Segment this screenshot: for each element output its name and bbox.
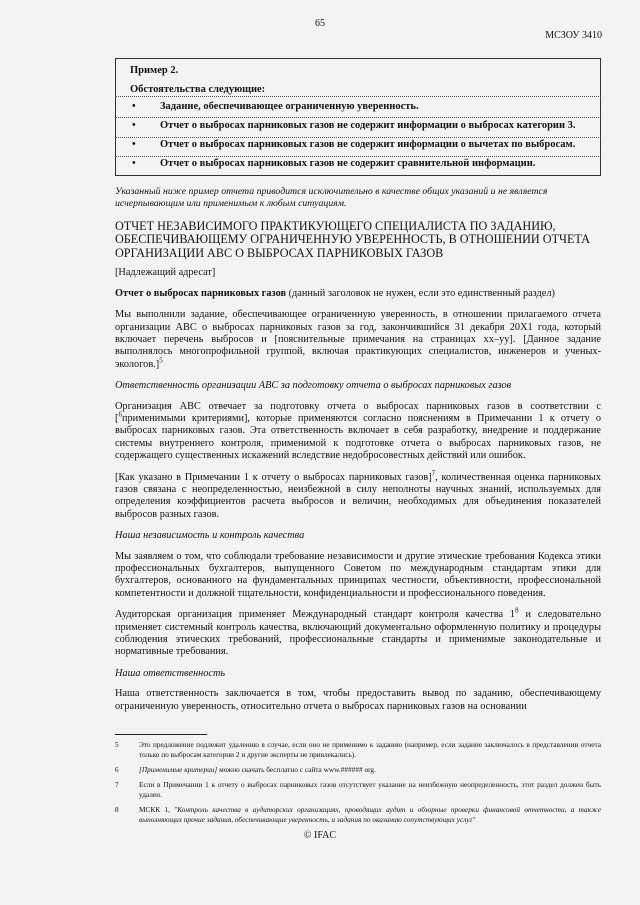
footnote-ref: 6 <box>118 410 122 419</box>
report-heading: Отчет о выбросах парниковых газов (данный заголовок не нужен, если это единственный раздел) <box>115 287 555 299</box>
bullet-icon: • <box>132 101 136 112</box>
paragraph-quality-control: Аудиторская организация применяет Международный стандарт контроля качества $1^8$ и следовательно применяет системный контроль качества, включающий документально оформленную политику и процедуры соблюдения этических требований, профессиональные стандарты и применимые законодательные и нормативные требования. <box>115 606 601 658</box>
section-title-our-responsibility: Наша ответственность <box>115 667 226 679</box>
divider <box>115 156 601 157</box>
bullet-icon: • <box>132 139 136 150</box>
footnote: 6 [Применимые критерии] можно скачать бесплатно с сайта www.###### org. <box>115 765 376 774</box>
footnote: 5 Это предложение подлежит удалению в случае, если оно не применимо к заданию (например, если задание заключалось в представлении отчета только по выбросам категории 2 и другие эксперты не привлекались). <box>115 740 601 759</box>
intro-note: Указанный ниже пример отчета приводится исключительно в качестве общих указаний и не является исчерпывающим или применимым к любым ситуациям. <box>115 186 548 210</box>
copyright: © IFAC <box>303 830 337 841</box>
document-code: МСЗОУ 3410 <box>545 30 602 41</box>
footnote-separator <box>115 734 207 735</box>
paragraph-our-responsibility: Наша ответственность заключается в том, чтобы предоставить вывод по заданию, обеспечивающему ограниченную уверенность, относительно отчета о выбросах парниковых газов на основании <box>115 688 601 712</box>
example-item: • Отчет о выбросах парниковых газов не содержит информации о выбросах категории 3. <box>132 120 576 131</box>
footnote: 8 МСКК 1, "Контроль качества в аудиторских организациях, проводящих аудит и обзорные проверки финансовой отчетности, а также выполняющих прочие задания, обеспечивающие уверенность, и задания по оказанию сопутствующих услуг" <box>115 805 601 824</box>
section-title-independence: Наша независимость и контроль качества <box>115 530 305 542</box>
paragraph-independence: Мы заявляем о том, что соблюдали требование независимости и другие этические требования Кодекса этики профессиональных бухгалтеров, выпущенного Советом по международным стандартам этики для бухгалтеров, основанного на фундаментальных принципах честности, объективности, профессиональной компетентности и должной тщательности, конфиденциальности и профессионального поведения. <box>115 550 601 599</box>
divider <box>115 96 601 97</box>
paragraph-scope: Мы выполнили задание, обеспечивающее ограниченную уверенность, в отношении прилагаемого отчета организации ABC о выбросах парниковых газов за год, закончившийся 31 декабря 20X1 года, который включает перечень выбросов и [пояснительные примечания на страницах xx–yy]. [Данное задание выполнялось многопрофильной группой, включая практикующих специалистов, инженеров и ученых-экологов.]$^5$ <box>115 309 601 370</box>
addressee: [Надлежащий адресат] <box>115 267 216 279</box>
divider <box>115 117 601 118</box>
example-item: • Задание, обеспечивающее ограниченную уверенность. <box>132 101 419 112</box>
example-item: • Отчет о выбросах парниковых газов не содержит информации о вычетах по выбросам. <box>132 139 576 150</box>
report-title: ОТЧЕТ НЕЗАВИСИМОГО ПРАКТИКУЮЩЕГО СПЕЦИАЛИСТА ПО ЗАДАНИЮ, ОБЕСПЕЧИВАЮЩЕМУ ОГРАНИЧЕННУЮ УВЕРЕННОСТЬ, В ОТНОШЕНИИ ОТЧЕТА ОРГАНИЗАЦИИ ABC О ВЫБРОСАХ ПАРНИКОВЫХ ГАЗОВ <box>115 218 591 260</box>
page-number: 65 <box>315 18 325 29</box>
paragraph-uncertainty: [Как указано в Примечании 1 к отчету о выбросах парниковых газов]$^7$, количественная оценка парниковых газов связана с неопределенностью, неизбежной в силу неполноты научных знаний, используемых для определения коэффициентов расчета выбросов и величин, необходимых для объединения показателей выбросов разных газов. <box>115 469 601 520</box>
bullet-icon: • <box>132 158 136 169</box>
footnote-ref: 8 <box>515 606 519 615</box>
section-title-responsibility-abc: Ответственность организации ABC за подготовку отчета о выбросах парниковых газов <box>115 380 512 392</box>
footnotes <box>115 740 601 830</box>
footnote-ref: 7 <box>431 469 436 478</box>
report-body <box>115 186 601 713</box>
footnote: 7 Если в Примечании 1 к отчету о выбросах парниковых газов отсутствует указание на неизбежную неопределенность, этот раздел должен быть удален. <box>115 780 601 799</box>
example-title: Пример 2. <box>130 65 179 76</box>
paragraph-responsibility-abc: Организация ABC отвечает за подготовку отчета о выбросах парниковых газов в соответствии с [$^6$применимыми критериями], которые применяются согласно пояснениям в Примечании 1 к отчету о выбросах парниковых газов. Эта ответственность включает в себя разработку, внедрение и поддержание системы внутреннего контроля, применимой к подготовке отчета о выбросах парниковых газов, не содержащего существенных искажений вследствие недобросовестных действий или ошибок. <box>115 400 601 462</box>
bullet-icon: • <box>132 120 136 131</box>
example-item: • Отчет о выбросах парниковых газов не содержит сравнительной информации. <box>132 158 536 169</box>
divider <box>115 137 601 138</box>
example-list <box>130 101 592 170</box>
example-subtitle: Обстоятельства следующие: <box>130 84 266 95</box>
footnote-ref: 5 <box>159 356 163 365</box>
